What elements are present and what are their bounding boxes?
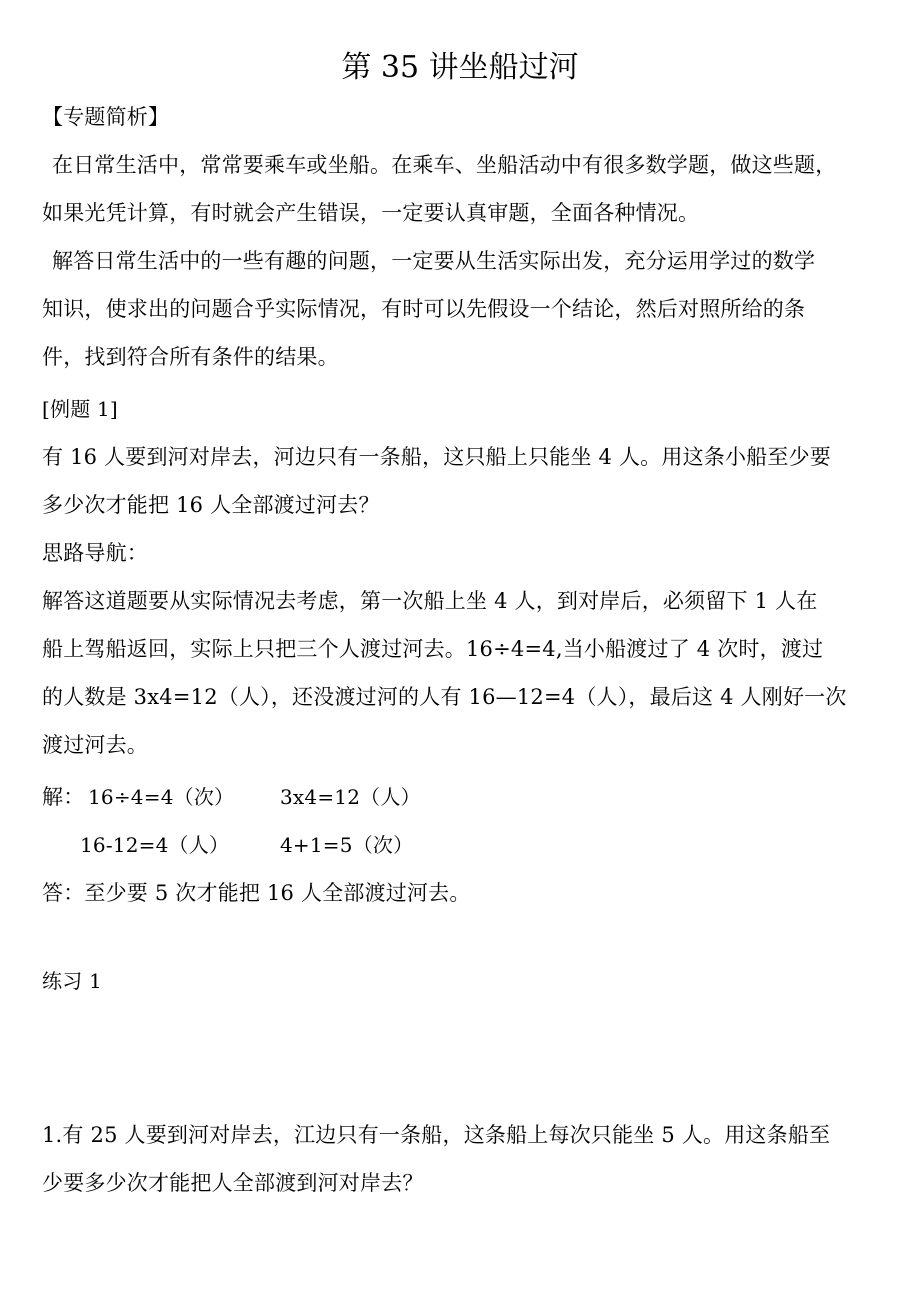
solution-step-4: 4+1=5（次） xyxy=(280,833,414,857)
solution-step-2: 3x4=12（人） xyxy=(280,785,421,809)
intro-p2-line2: 知识，使求出的问题合乎实际情况，有时可以先假设一个结论，然后对照所给的条 xyxy=(42,297,806,321)
example-answer: 答：至少要 5 次才能把 16 人全部渡过河去。 xyxy=(42,881,471,905)
solution-step-1: 16÷4=4（次） xyxy=(88,785,235,809)
practice-question1-line1: 1.有 25 人要到河对岸去，江边只有一条船，这条船上每次只能坐 5 人。用这条船至 xyxy=(42,1123,831,1147)
example-question-line1: 有 16 人要到河对岸去，河边只有一条船，这只船上只能坐 4 人。用这条小船至少要 xyxy=(42,445,831,469)
hint-label: 思路导航： xyxy=(42,541,148,565)
page-title: 第 35 讲坐船过河 xyxy=(341,50,579,85)
hint-line3: 的人数是 3x4=12（人），还没渡过河的人有 16—12=4（人），最后这 4 人刚好一次 xyxy=(42,685,847,709)
intro-p2-line1: 解答日常生活中的一些有趣的问题，一定要从生活实际出发，充分运用学过的数学 xyxy=(52,249,816,273)
hint-line2: 船上驾船返回，实际上只把三个人渡过河去。16÷4=4,当小船渡过了 4 次时，渡过 xyxy=(42,637,824,661)
intro-p2-line3: 件，找到符合所有条件的结果。 xyxy=(42,345,339,369)
intro-p1-line1: 在日常生活中，常常要乘车或坐船。在乘车、坐船活动中有很多数学题，做这些题， xyxy=(52,153,837,177)
hint-line1: 解答这道题要从实际情况去考虑，第一次船上坐 4 人，到对岸后，必须留下 1 人在 xyxy=(42,589,818,613)
hint-line4: 渡过河去。 xyxy=(42,733,148,757)
example-label: [例题 1] xyxy=(42,397,118,421)
practice-question1-line2: 少要多少次才能把人全部渡到河对岸去？ xyxy=(42,1171,424,1195)
example-question-line2: 多少次才能把 16 人全部渡过河去？ xyxy=(42,493,380,517)
section-heading: 【专题简析】 xyxy=(42,105,170,129)
practice-label: 练习 1 xyxy=(42,969,102,993)
intro-p1-line2: 如果光凭计算，有时就会产生错误，一定要认真审题，全面各种情况。 xyxy=(42,201,700,225)
solution-label: 解： xyxy=(42,785,85,809)
solution-step-3: 16-12=4（人） xyxy=(80,833,230,857)
